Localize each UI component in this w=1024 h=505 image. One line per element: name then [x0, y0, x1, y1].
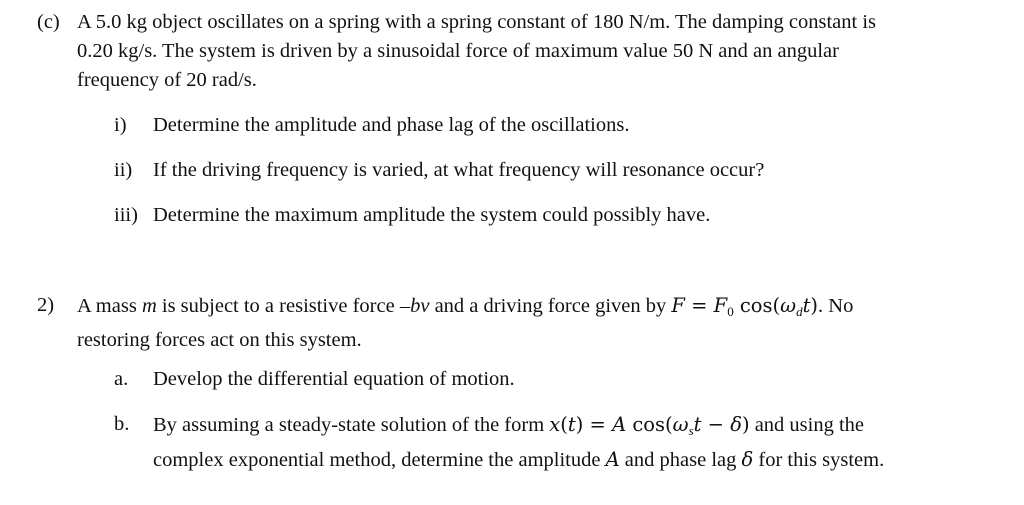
eq-omega: ω	[780, 294, 797, 317]
part-c-line-1: A 5.0 kg object oscillates on a spring with a spring constant of 180 N/m. The damping constant is	[77, 11, 877, 33]
item-i-text: Determine the amplitude and phase lag of the oscillations.	[153, 114, 630, 136]
eq-lhs: F	[671, 294, 685, 317]
mass-symbol: m	[141, 295, 157, 317]
eq2-close: )	[741, 413, 750, 436]
item-ii-label: ii)	[114, 159, 133, 181]
resistive-force-symbol: bv	[410, 295, 430, 317]
item-b-line2-prefix: complex exponential method, determine the amplitude	[153, 449, 606, 471]
item-b-line2-middle: and phase lag	[619, 449, 742, 471]
eq2-x: x	[549, 413, 561, 436]
item-ii-text: If the driving frequency is varied, at what frequency will resonance occur?	[153, 159, 765, 181]
item-iii-text: Determine the maximum amplitude the system could possibly have.	[153, 204, 711, 226]
question-2-line-2: restoring forces act on this system.	[77, 329, 362, 351]
part-c-line-3: frequency of 20 rad/s.	[77, 69, 257, 91]
driving-force-equation	[671, 295, 818, 317]
eq2-t2: t	[693, 413, 702, 436]
question-2-statement	[77, 291, 853, 355]
eq-amp-sub: 0	[727, 304, 734, 319]
question-2-line-1	[77, 291, 853, 326]
eq2-omega: ω	[672, 413, 689, 436]
eq2-minus: −	[701, 413, 731, 436]
eq2-A: A	[612, 413, 627, 436]
eq-omega-sub: d	[796, 304, 803, 319]
item-b-line-1	[153, 410, 884, 445]
part-c-statement	[77, 8, 876, 95]
eq2-t: t	[567, 413, 576, 436]
part-c-line-2: 0.20 kg/s. The system is driven by a sinusoidal force of maximum value 50 N and an angular	[77, 40, 839, 62]
eq-close: )	[810, 294, 819, 317]
item-a-label: a.	[114, 368, 129, 390]
item-b-line2-suffix: for this system.	[753, 449, 885, 471]
question-2-label: 2)	[37, 294, 55, 316]
eq-func: cos(	[733, 294, 781, 317]
item-a-text: Develop the differential equation of motion.	[153, 368, 515, 390]
q2-line1-before-eq: and a driving force given by	[429, 295, 672, 317]
eq-equals: =	[684, 294, 714, 317]
eq2-omega-sub: s	[688, 423, 694, 438]
item-b-line-2	[153, 445, 884, 475]
eq-amp: F	[713, 294, 728, 317]
eq2-close-eq: ) =	[575, 413, 613, 436]
q2-line1-suffix: . No	[818, 295, 854, 317]
part-c-label: (c)	[37, 11, 60, 33]
item-b-prefix: By assuming a steady-state solution of the form	[153, 414, 550, 436]
item-i-label: i)	[114, 114, 127, 136]
q2-line1-prefix: A mass	[77, 295, 142, 317]
eq2-open: (	[560, 413, 568, 436]
amplitude-symbol: A	[605, 448, 620, 471]
phase-lag-symbol: δ	[741, 448, 754, 471]
item-iii-label: iii)	[114, 204, 138, 226]
q2-line1-middle: is subject to a resistive force –	[156, 295, 411, 317]
item-b-text	[153, 410, 884, 475]
eq-var: t	[802, 294, 811, 317]
eq2-cos: cos(	[626, 413, 673, 436]
steady-state-equation	[549, 414, 749, 436]
item-b-after-eq: and using the	[749, 414, 865, 436]
item-b-label: b.	[114, 413, 130, 435]
eq2-delta: δ	[730, 413, 742, 436]
